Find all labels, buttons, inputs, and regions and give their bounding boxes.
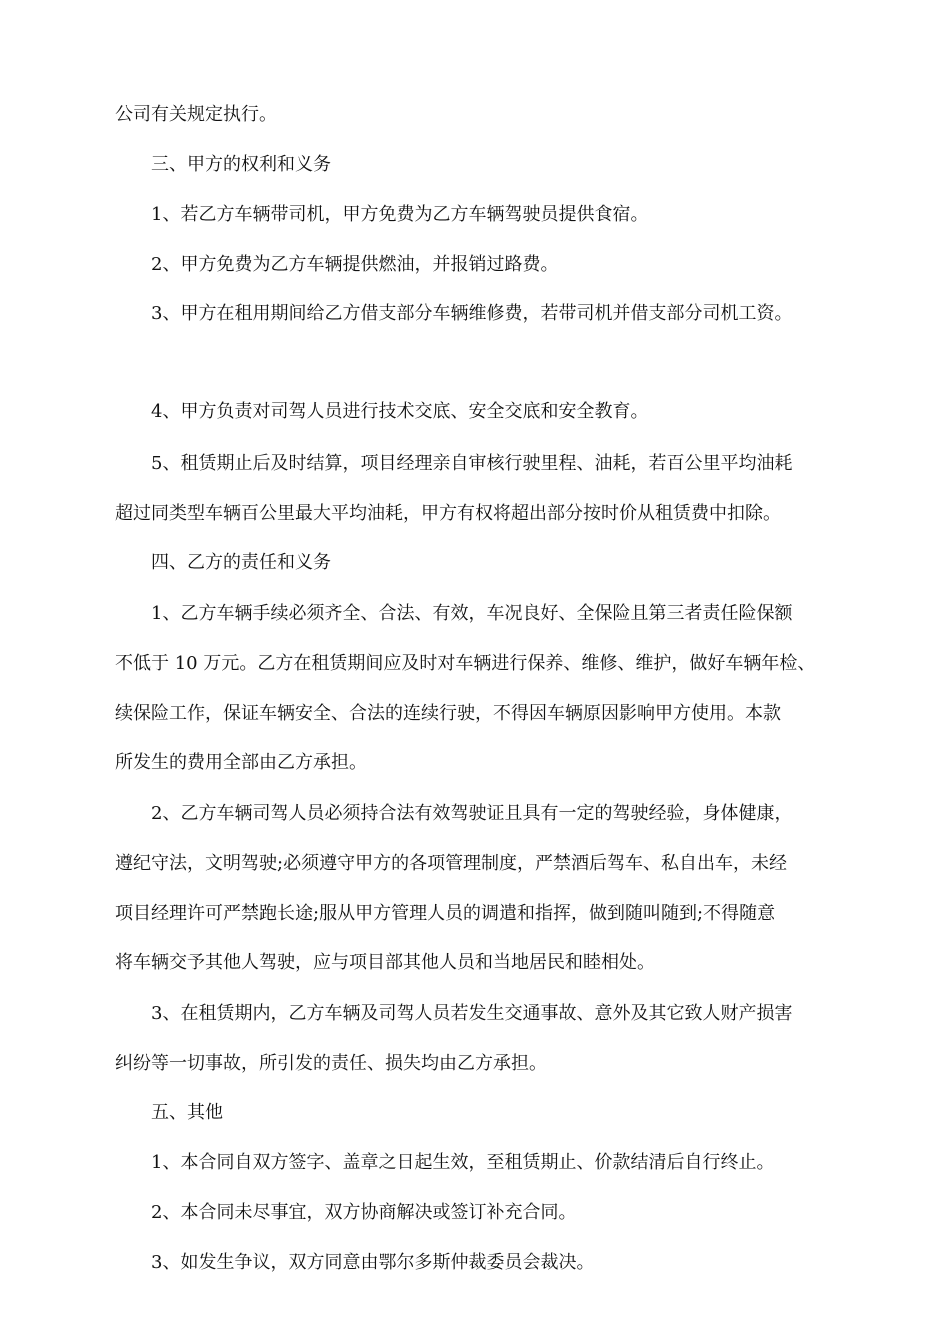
section-heading: 三、甲方的权利和义务 <box>151 154 331 175</box>
text-line: 2、乙方车辆司驾人员必须持合法有效驾驶证且具有一定的驾驶经验，身体健康， <box>151 803 793 824</box>
text-line: 将车辆交予其他人驾驶，应与项目部其他人员和当地居民和睦相处。 <box>115 952 655 973</box>
text-line: 不低于 10 万元。乙方在租赁期间应及时对车辆进行保养、维修、维护，做好车辆年检、 <box>115 653 816 674</box>
text-line: 1、本合同自双方签字、盖章之日起生效，至租赁期止、价款结清后自行终止。 <box>151 1152 775 1173</box>
text-line: 公司有关规定执行。 <box>115 104 277 125</box>
text-line: 遵纪守法，文明驾驶;必须遵守甲方的各项管理制度，严禁酒后驾车、私自出车，未经 <box>115 853 788 874</box>
text-line: 1、乙方车辆手续必须齐全、合法、有效，车况良好、全保险且第三者责任险保额 <box>151 603 793 624</box>
text-line: 2、甲方免费为乙方车辆提供燃油，并报销过路费。 <box>151 254 559 275</box>
text-line: 5、租赁期止后及时结算，项目经理亲自审核行驶里程、油耗，若百公里平均油耗 <box>151 453 793 474</box>
section-heading: 四、乙方的责任和义务 <box>151 552 331 573</box>
text-line: 4、甲方负责对司驾人员进行技术交底、安全交底和安全教育。 <box>151 401 649 422</box>
text-line: 超过同类型车辆百公里最大平均油耗，甲方有权将超出部分按时价从租赁费中扣除。 <box>115 503 781 524</box>
text-line: 3、在租赁期内，乙方车辆及司驾人员若发生交通事故、意外及其它致人财产损害 <box>151 1003 793 1024</box>
text-line: 2、本合同未尽事宜，双方协商解决或签订补充合同。 <box>151 1202 577 1223</box>
text-line: 项目经理许可严禁跑长途;服从甲方管理人员的调遣和指挥，做到随叫随到;不得随意 <box>115 903 776 924</box>
text-line: 纠纷等一切事故，所引发的责任、损失均由乙方承担。 <box>115 1053 547 1074</box>
text-line: 1、若乙方车辆带司机，甲方免费为乙方车辆驾驶员提供食宿。 <box>151 204 649 225</box>
section-heading: 五、其他 <box>151 1102 223 1123</box>
text-line: 续保险工作，保证车辆安全、合法的连续行驶，不得因车辆原因影响甲方使用。本款 <box>115 703 781 724</box>
text-line: 3、甲方在租用期间给乙方借支部分车辆维修费，若带司机并借支部分司机工资。 <box>151 303 793 324</box>
text-line: 所发生的费用全部由乙方承担。 <box>115 752 367 773</box>
text-line: 3、如发生争议，双方同意由鄂尔多斯仲裁委员会裁决。 <box>151 1252 595 1273</box>
